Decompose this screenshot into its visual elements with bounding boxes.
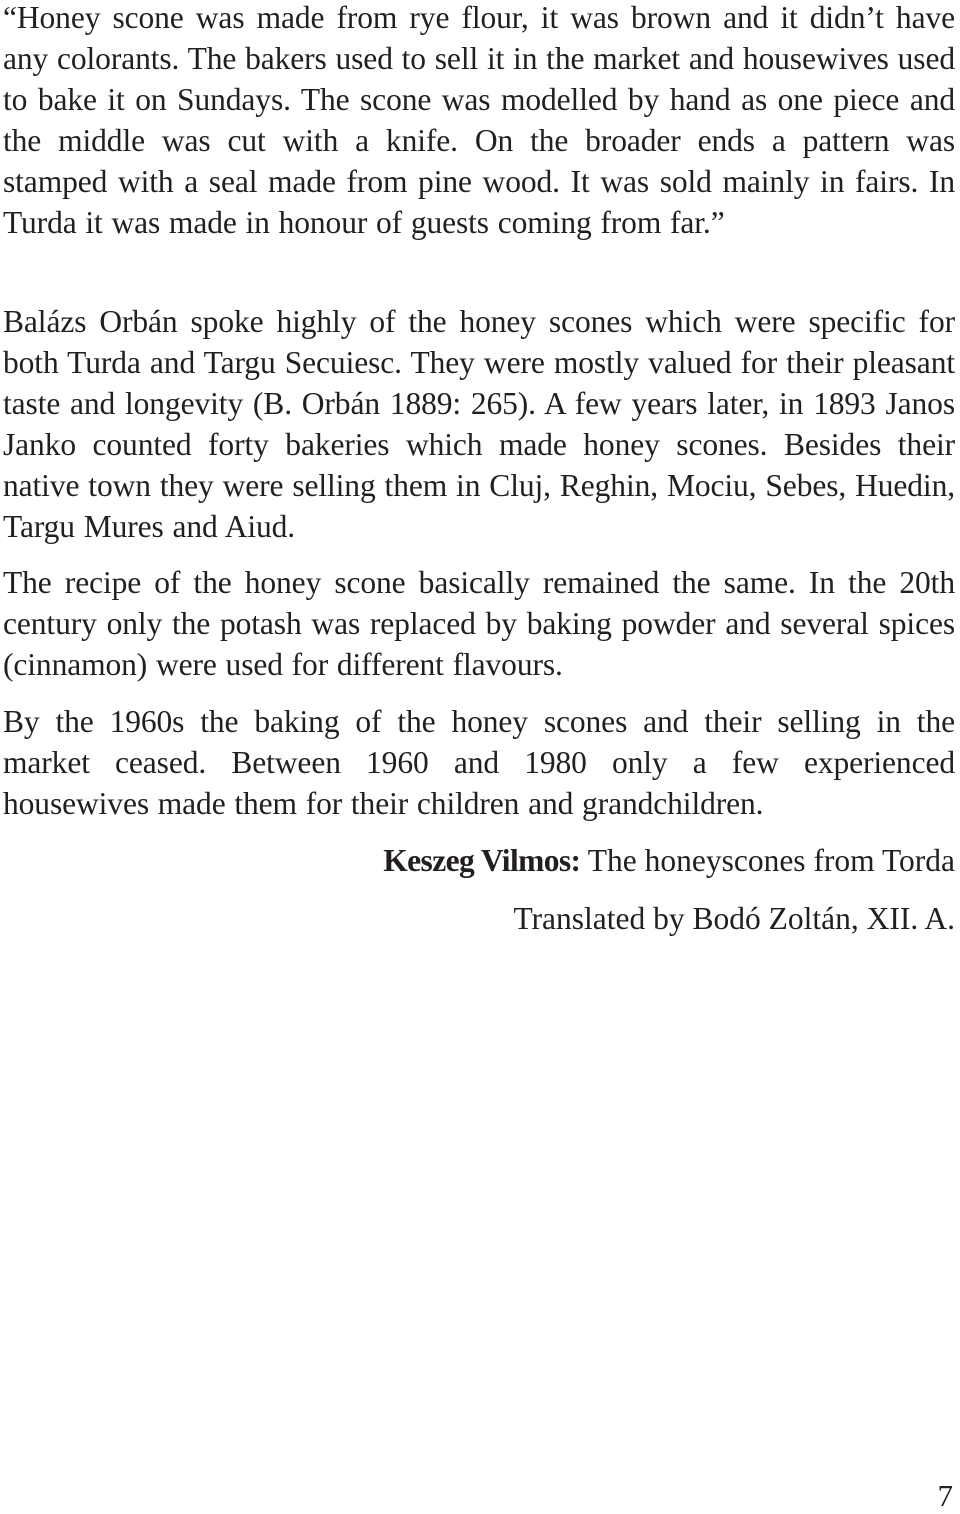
translator-credit: Translated by Bodó Zoltán, XII. A. xyxy=(513,901,955,936)
paragraph-1: “Honey scone was made from rye flour, it was brown and it didn’t have any colorants. The bakers used to sell it in the market and housewives used to bake it on Sundays. The scone was modelled by hand as one piece and the middle was cut with a knife. On the broader ends a pattern was stamped with a seal made from pine wood. It was sold mainly in fairs. In Turda it was made in honour of guests coming from far.” xyxy=(3,0,955,240)
author-name: Keszeg Vilmos: xyxy=(383,843,581,878)
document-page xyxy=(3,0,955,1514)
paragraph-2: Balázs Orbán spoke highly of the honey scones which were specific for both Turda and Targu Secuiesc. They were mostly valued for their pleasant taste and longevity (B. Orbán 1889: 265). A few years later, in 1893 Janos Janko counted forty bakeries which made honey scones. Besides their native town they were selling them in Cluj, Reghin, Mociu, Sebes, Huedin, Targu Mures and Aiud. xyxy=(3,304,955,544)
paragraph-3: The recipe of the honey scone basically remained the same. In the 20th century only the potash was replaced by baking powder and several spices (cinnamon) were used for different flavours. xyxy=(3,565,955,682)
paragraph-4: By the 1960s the baking of the honey scones and their selling in the market ceased. Between 1960 and 1980 only a few experienced housewives made them for their children and grandchildren. xyxy=(3,704,955,821)
work-title: The honeyscones from Torda xyxy=(580,843,955,878)
page-number: 7 xyxy=(937,1478,953,1513)
author-signature xyxy=(383,840,955,881)
